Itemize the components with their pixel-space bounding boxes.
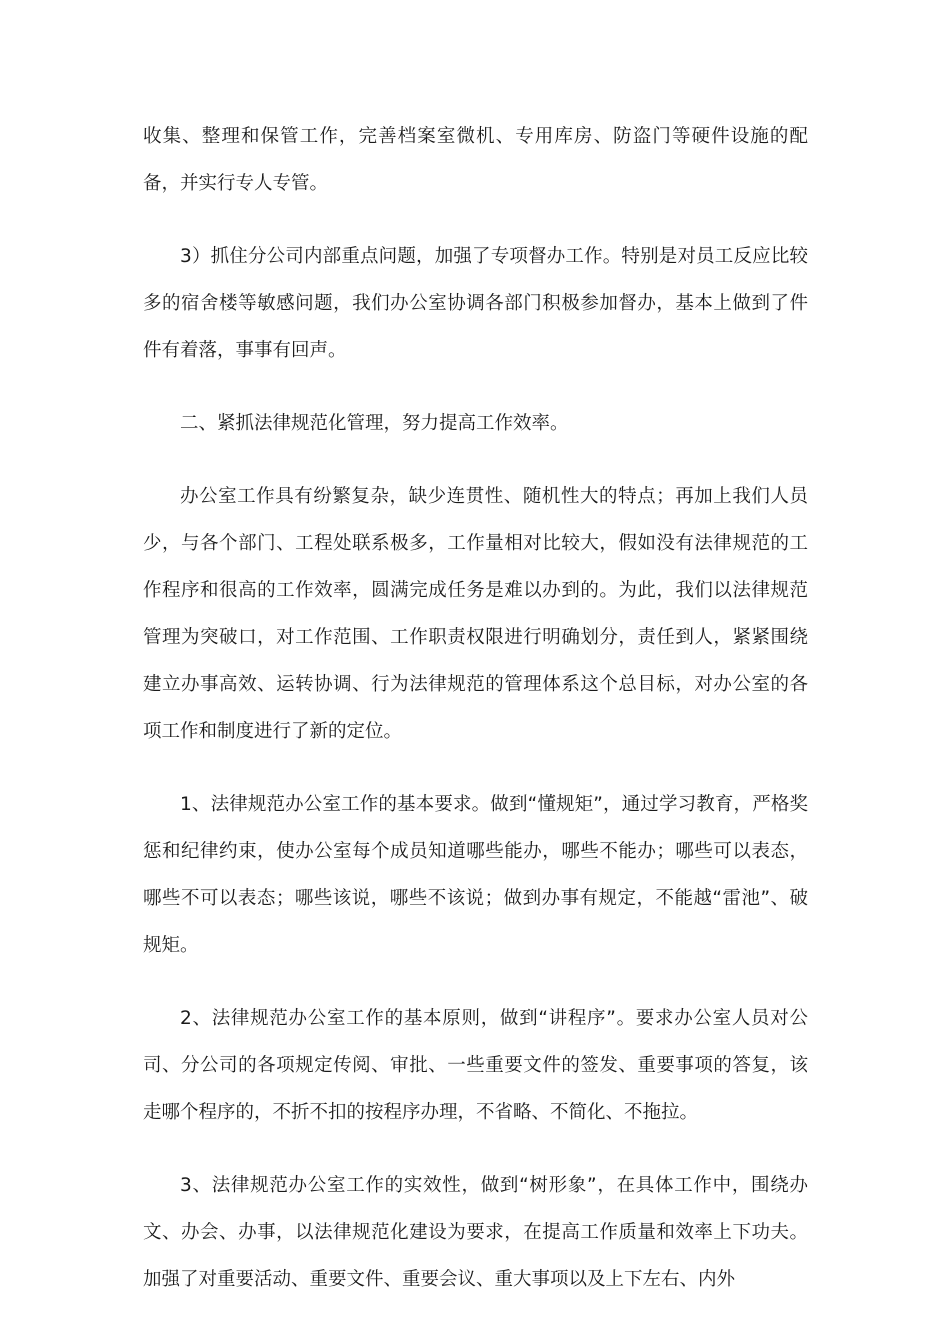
paragraph-continuation: 收集、整理和保管工作，完善档案室微机、专用库房、防盗门等硬件设施的配备，并实行专人专管。 <box>143 126 808 194</box>
paragraph-section-intro: 办公室工作具有纷繁复杂，缺少连贯性、随机性大的特点；再加上我们人员少，与各个部门、工程处联系极多，工作量相对比较大，假如没有法律规范的工作程序和很高的工作效率，圆满完成任务是难以办到的。为此，我们以法律规范管理为突破口，对工作范围、工作职责权限进行明确划分，责任到人，紧紧围绕建立办事高效、运转协调、行为法律规范的管理体系这个总目标，对办公室的各项工作和制度进行了新的定位。 <box>143 486 808 742</box>
paragraph-item-3: 3）抓住分公司内部重点问题，加强了专项督办工作。特别是对员工反应比较多的宿舍楼等敏感问题，我们办公室协调各部门积极参加督办，基本上做到了件件有着落，事事有回声。 <box>143 246 808 361</box>
document-body <box>143 113 808 1329</box>
paragraph-point-1: 1、法律规范办公室工作的基本要求。做到“懂规矩”，通过学习教育，严格奖惩和纪律约束，使办公室每个成员知道哪些能办，哪些不能办；哪些可以表态，哪些不可以表态；哪些该说，哪些不该说；做到办事有规定，不能越“雷池”、破规矩。 <box>143 794 808 956</box>
section-heading-2: 二、紧抓法律规范化管理，努力提高工作效率。 <box>180 413 569 434</box>
paragraph-point-2: 2、法律规范办公室工作的基本原则，做到“讲程序”。要求办公室人员对公司、分公司的各项规定传阅、审批、一些重要文件的签发、重要事项的答复，该走哪个程序的，不折不扣的按程序办理，不省略、不简化、不拖拉。 <box>143 1008 808 1123</box>
paragraph-point-3: 3、法律规范办公室工作的实效性，做到“树形象”，在具体工作中，围绕办文、办会、办事，以法律规范化建设为要求，在提高工作质量和效率上下功夫。加强了对重要活动、重要文件、重要会议、重大事项以及上下左右、内外 <box>143 1175 808 1290</box>
